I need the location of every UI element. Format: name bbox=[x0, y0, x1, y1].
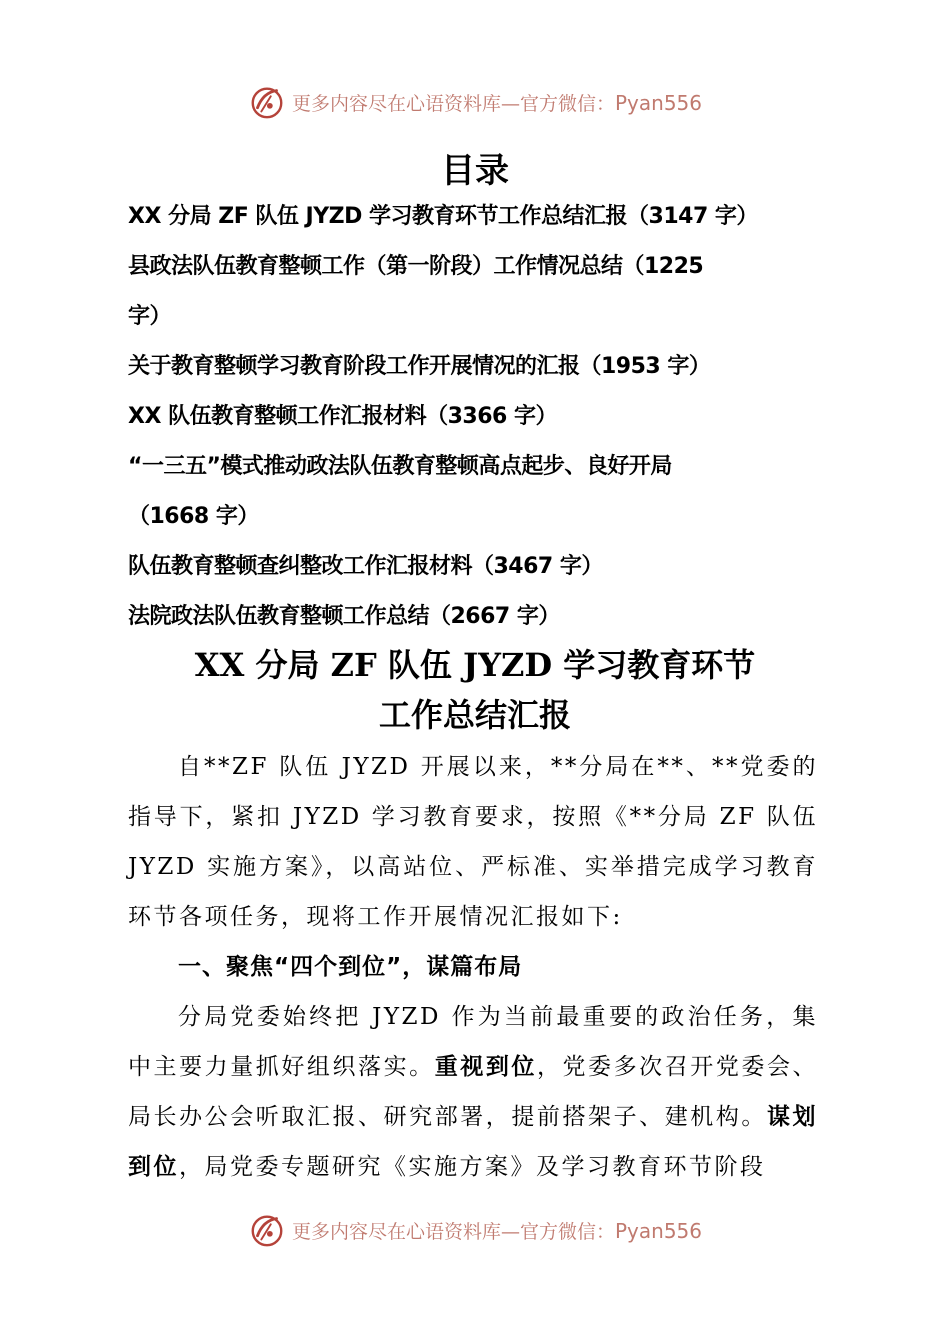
toc-item[interactable]: 县政法队伍教育整顿工作（第一阶段）工作情况总结（1225 bbox=[128, 254, 704, 279]
banner-handle: Pyan556 bbox=[615, 1218, 703, 1243]
banner-text: 更多内容尽在心语资料库—官方微信： bbox=[291, 92, 615, 115]
toc-item[interactable]: 字） bbox=[128, 304, 172, 329]
banner-handle: Pyan556 bbox=[615, 90, 703, 115]
header-banner bbox=[0, 82, 950, 122]
document-title bbox=[0, 640, 950, 740]
toc-item[interactable]: 队伍教育整顿查纠整改工作汇报材料（3467 字） bbox=[128, 554, 603, 579]
toc-item[interactable]: （1668 字） bbox=[128, 504, 259, 529]
toc-item[interactable]: “一三五”模式推动政法队伍教育整顿高点起步、良好开局 bbox=[128, 454, 672, 479]
logo-icon bbox=[248, 1211, 286, 1249]
toc-item[interactable]: 法院政法队伍教育整顿工作总结（2667 字） bbox=[128, 604, 560, 629]
body-paragraph bbox=[128, 992, 818, 1192]
toc-item[interactable]: XX 分局 ZF 队伍 JYZD 学习教育环节工作总结汇报（3147 字） bbox=[128, 204, 758, 229]
logo-icon bbox=[248, 83, 286, 121]
document-body bbox=[128, 742, 818, 1192]
paragraph-text: 分局党委始终把 JYZD 作为当前最重要的政治任务，集中主要力量抓好组织落实。 bbox=[128, 1004, 818, 1080]
document-title-line2: 工作总结汇报 bbox=[378, 696, 571, 734]
banner-text: 更多内容尽在心语资料库—官方微信： bbox=[291, 1220, 615, 1243]
toc-item[interactable]: 关于教育整顿学习教育阶段工作开展情况的汇报（1953 字） bbox=[128, 354, 711, 379]
paragraph-text: ，局党委专题研究《实施方案》及学习教育环节阶段 bbox=[179, 1154, 766, 1180]
emphasis-text: 重视到位 bbox=[434, 1054, 537, 1080]
toc-title: 目录 bbox=[441, 151, 509, 191]
footer-banner bbox=[0, 1210, 950, 1250]
paragraph-text: ，党委多次召开党委会、局长办公会听取汇报、研究部署，提前搭架子、建机构。 bbox=[128, 1054, 819, 1130]
emphasis-text: 谋划到位 bbox=[128, 1104, 819, 1180]
section-heading: 一、聚焦“四个到位”，谋篇布局 bbox=[178, 954, 523, 980]
toc-item[interactable]: XX 队伍教育整顿工作汇报材料（3366 字） bbox=[128, 404, 557, 429]
document-title-line1: XX 分局 ZF 队伍 JYZD 学习教育环节 bbox=[194, 646, 756, 684]
intro-paragraph: 自**ZF 队伍 JYZD 开展以来，**分局在**、**党委的指导下，紧扣 JYZD 学习教育要求，按照《**分局 ZF 队伍 JYZD 实施方案》，以高站位、严标准、实举措完成学习教育环节各项任务，现将工作开展情况汇报如下: bbox=[128, 754, 818, 930]
toc-list bbox=[128, 192, 828, 642]
